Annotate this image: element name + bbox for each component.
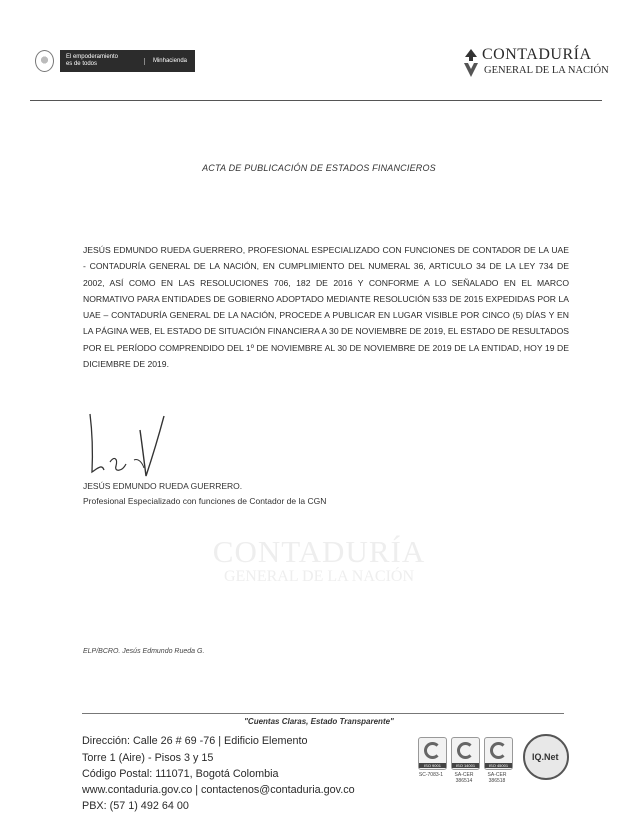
ministry-name: Minhacienda <box>144 58 195 65</box>
signer-name: JESÚS EDMUNDO RUEDA GUERRERO. <box>83 481 243 491</box>
signer-role: Profesional Especializado con funciones de Contador de la CGN <box>83 496 327 506</box>
government-slogan: El empoderamiento es de todos <box>65 54 118 67</box>
footer-address-floors: Torre 1 (Aire) - Pisos 3 y 15 <box>82 752 214 764</box>
watermark-subtitle: GENERAL DE LA NACIÓN <box>223 568 415 585</box>
iso-9001-badge: ISO 9001 <box>418 737 447 770</box>
cert-code: SA-CER 386514 <box>454 772 474 784</box>
certification-icon <box>457 742 474 759</box>
iqnet-label: IQ.Net <box>532 752 559 762</box>
cgn-logo <box>462 46 612 82</box>
handwritten-signature <box>84 410 174 480</box>
cert-code: SC-7083-1 <box>418 772 444 778</box>
iqnet-badge <box>523 734 569 780</box>
footer-divider <box>82 713 564 714</box>
coat-of-arms-icon <box>35 50 54 72</box>
footer-postal-code: Código Postal: 111071, Bogotá Colombia <box>82 768 279 780</box>
watermark-title: CONTADURÍA <box>212 534 426 569</box>
footer-phone: PBX: (57 1) 492 64 00 <box>82 800 189 812</box>
footer-web-email: www.contaduria.gov.co | contactenos@contaduria.gov.co <box>82 784 355 796</box>
government-banner <box>60 50 195 72</box>
certification-icon <box>424 742 441 759</box>
certification-icon <box>490 742 507 759</box>
document-title: ACTA DE PUBLICACIÓN DE ESTADOS FINANCIEROS <box>202 163 436 173</box>
header-divider <box>30 100 602 101</box>
footer-address: Dirección: Calle 26 # 69 -76 | Edificio Elemento <box>82 735 308 747</box>
government-logo <box>35 50 195 72</box>
document-initials: ELP/BCRO. Jesús Edmundo Rueda G. <box>83 648 205 655</box>
cert-code: SA-CER 386518 <box>487 772 507 784</box>
cgn-logo-subtitle: GENERAL DE LA NACIÓN <box>484 65 609 76</box>
iso-14001-badge: ISO 14001 <box>451 737 480 770</box>
footer-slogan: "Cuentas Claras, Estado Transparente" <box>244 717 394 726</box>
iso-45001-badge: ISO 45001 <box>484 737 513 770</box>
cgn-emblem-icon <box>462 48 480 78</box>
cgn-logo-title: CONTADURÍA <box>482 46 592 63</box>
document-body: JESÚS EDMUNDO RUEDA GUERRERO, PROFESIONAL ESPECIALIZADO CON FUNCIONES DE CONTADOR DE LA UAE - CONTADURÍA GENERAL DE LA NACIÓN, EN CUMPLIMIENTO DEL NUMERAL 36, ARTICULO 34 DE LA LEY 734 DE 2002, ASÍ COMO EN LAS RESOLUCIONES 706, 182 DE 2016 Y CONFORME A LO SEÑALADO EN EL MARCO NORMATIVO PARA ENTIDADES DE GOBIERNO ADOPTADO MEDIANTE RESOLUCIÓN 533 DE 2015 EXPEDIDAS POR LA UAE – CONTADURÍA GENERAL DE LA NACIÓN, PROCEDE A PUBLICAR EN LUGAR VISIBLE POR CINCO (5) DÍAS Y EN LA PÁGINA WEB, EL ESTADO DE SITUACIÓN FINANCIERA A 30 DE NOVIEMBRE DE 2019, EL ESTADO DE RESULTADOS POR EL PERÍODO COMPRENDIDO DEL 1º DE NOVIEMBRE AL 30 DE NOVIEMBRE DE 2019 DE LA ENTIDAD, HOY 19 DE DICIEMBRE DE 2019. <box>83 245 569 370</box>
